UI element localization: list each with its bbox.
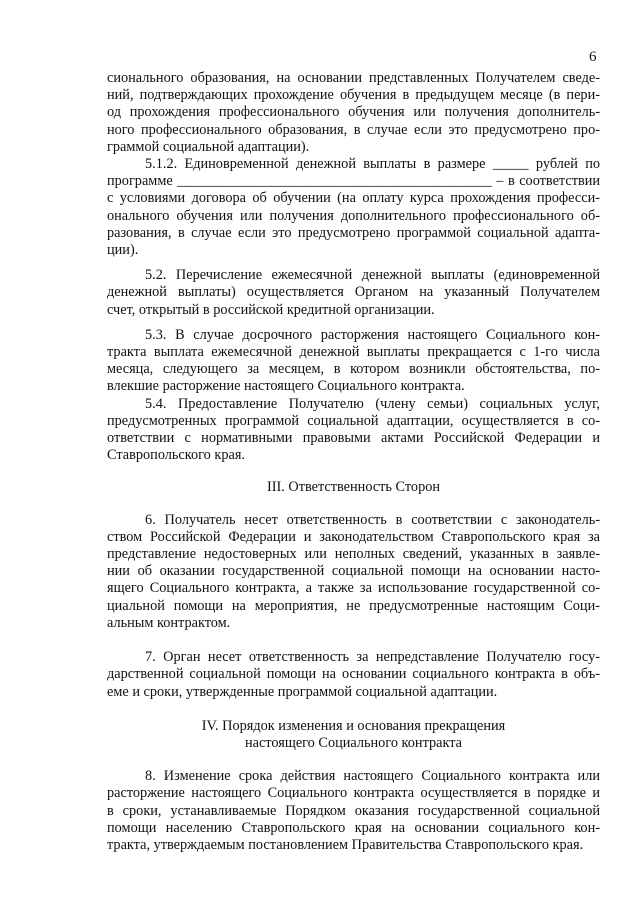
text-line: 5.1.2. Единовременной денежной выплаты в размере _____ рублей по (145, 156, 600, 173)
paragraph-6 (107, 512, 600, 632)
paragraph-5-1-2 (107, 156, 600, 259)
text-line: ответствии с нормативными правовыми актами Российской Федерации и (107, 430, 600, 447)
text-line: альным контрактом. (107, 614, 231, 631)
text-line: счет, открытый в российской кредитной организации. (107, 301, 435, 318)
text-line: нии об оказании государственной социальной помощи на основании насто- (107, 563, 600, 580)
text-line: представление недостоверных или неполных сведений, указанных в заявле- (107, 546, 600, 563)
text-line: 5.2. Перечисление ежемесячной денежной выплаты (единовременной (145, 267, 600, 284)
document-body (107, 70, 600, 854)
paragraph-5-3 (107, 327, 600, 396)
paragraph-5-2 (107, 267, 600, 319)
text-line: 5.3. В случае досрочного расторжения настоящего Социального кон- (145, 326, 600, 343)
text-line: денежной выплаты) осуществляется Органом на указанный Получателем (107, 284, 600, 301)
text-line: 8. Изменение срока действия настоящего Социального контракта или (145, 768, 600, 785)
paragraph-7 (107, 649, 600, 701)
text-line: влекшие расторжение настоящего Социального контракта. (107, 378, 465, 395)
text-line: граммой социальной адаптации). (107, 138, 310, 155)
text-line: 5.4. Предоставление Получателю (члену семьи) социальных услуг, (145, 395, 600, 412)
text-line: месяца, следующего за месяцем, в котором возникли обстоятельства, по- (107, 361, 600, 378)
text-line: расторжение настоящего Социального контракта осуществляется в порядке и (107, 785, 600, 802)
text-line: помощи населению Ставропольского края на основании социального кон- (107, 819, 600, 836)
text-line: еме и сроки, утвержденные программой социальной адаптации. (107, 683, 498, 700)
text-line: циальной помощи на мероприятия, не предусмотренные настоящим Соци- (107, 597, 600, 614)
text-line: с условиями договора об обучении (на оплату курса прохождения професси- (107, 190, 600, 207)
text-line: программе ____________________________________________ – в соответствии (107, 173, 600, 190)
text-line: ящего Социального контракта, а также за использование государственной со- (107, 580, 600, 597)
paragraph-5-4 (107, 396, 600, 465)
text-line: предусмотренных программой социальной адаптации, осуществляется в со- (107, 412, 600, 429)
text-line: од прохождения профессионального обучения или получения дополнитель- (107, 104, 600, 121)
heading-line: настоящего Социального контракта (244, 734, 463, 751)
text-line: разования, в случае если это предусмотрено программой социальной адапта- (107, 224, 600, 241)
text-line: 7. Орган несет ответственность за непредставление Получателю госу- (145, 649, 600, 666)
text-line: ством Российской Федерации и законодательством Ставропольского края за (107, 528, 600, 545)
text-line: 6. Получатель несет ответственность в соответствии с законодатель- (145, 511, 600, 528)
text-line: ний, подтверждающих прохождение обучения в предыдущем месяце (в пери- (107, 87, 600, 104)
text-line: онального обучения или получения дополнительного профессионального об- (107, 207, 600, 224)
text-line: в сроки, устанавливаемые Порядком оказания государственной социальной (107, 802, 600, 819)
text-line: дарственной социальной помощи на основании социального контракта в объ- (107, 666, 600, 683)
section-heading-iii: III. Ответственность Сторон (266, 479, 441, 496)
paragraph-8 (107, 768, 600, 854)
page-number: 6 (589, 49, 597, 65)
text-line: ного профессионального образования, в случае если это предусмотрено про- (107, 121, 600, 138)
section-heading-iv (107, 718, 600, 752)
heading-line: IV. Порядок изменения и основания прекращения (201, 717, 506, 734)
text-line: сионального образования, на основании представленных Получателем сведе- (107, 70, 600, 86)
text-line: Ставропольского края. (107, 447, 245, 464)
text-line: тракта, утверждаемым постановлением Правительства Ставропольского края. (107, 836, 584, 853)
text-line: тракта выплата ежемесячной денежной выплаты прекращается с 1-го числа (107, 344, 600, 361)
text-line: ции). (107, 242, 139, 259)
paragraph-5-1-1-continued (107, 70, 600, 156)
